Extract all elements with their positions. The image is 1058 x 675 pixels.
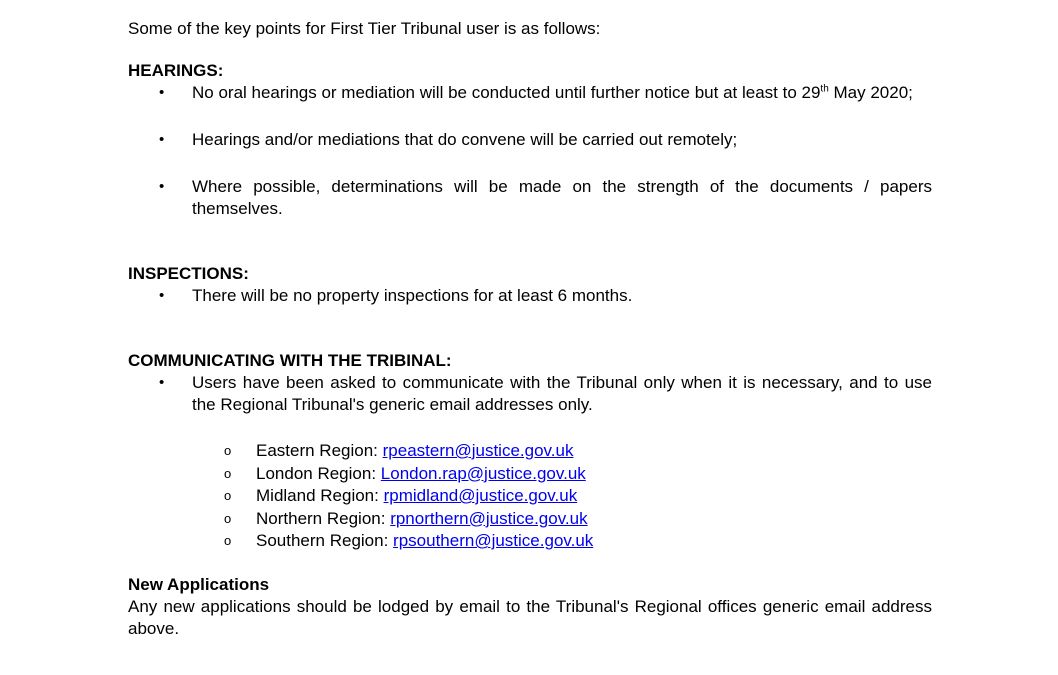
list-item (128, 129, 932, 151)
communicating-item-text: Users have been asked to communicate with the Tribunal only when it is necessary, and to use the Regional Tribunal's generic email addresses only. (192, 373, 932, 414)
document-page (128, 18, 932, 640)
email-link-southern[interactable]: rpsouthern@justice.gov.uk (393, 531, 594, 550)
email-link-northern[interactable]: rpnorthern@justice.gov.uk (390, 508, 588, 528)
email-link-eastern[interactable]: rpeastern@justice.gov.uk (382, 441, 574, 460)
inspections-list (128, 285, 932, 307)
hearings-list (128, 82, 932, 220)
region-item (128, 485, 932, 508)
inspections-heading: INSPECTIONS: (128, 264, 249, 283)
email-link-london[interactable]: London.rap@justice.gov.uk (380, 463, 586, 483)
bullet-icon: • (159, 131, 165, 148)
hearings-item-text: No oral hearings or mediation will be conducted until further notice but at least to 29 (192, 83, 821, 102)
new-applications-heading: New Applications (128, 574, 270, 594)
region-label: Midland Region: (256, 486, 384, 505)
circle-bullet-icon: o (224, 443, 232, 458)
hearings-item-text: Where possible, determinations will be made on the strength of the documents / papers themselves. (192, 177, 932, 218)
communicating-list (128, 372, 932, 416)
circle-bullet-icon: o (224, 488, 232, 503)
list-item (128, 372, 932, 416)
hearings-item-text-cont: May 2020; (828, 83, 913, 102)
email-link-midland[interactable]: rpmidland@justice.gov.uk (383, 486, 578, 505)
region-label: Southern Region: (256, 531, 394, 550)
region-item (128, 463, 932, 486)
circle-bullet-icon: o (224, 465, 232, 481)
region-item (128, 440, 932, 463)
new-applications-text: Any new applications should be lodged by email to the Tribunal's Regional offices generic email address above. (128, 596, 932, 638)
bullet-icon: • (159, 287, 165, 304)
region-label: Northern Region: (256, 508, 391, 528)
ordinal-suffix: th (820, 83, 829, 95)
list-item (128, 176, 932, 220)
hearings-item-text: Hearings and/or mediations that do convene will be carried out remotely; (192, 130, 738, 149)
region-email-list (128, 440, 932, 553)
region-label: Eastern Region: (256, 441, 383, 460)
list-item (128, 82, 932, 104)
region-item (128, 530, 932, 553)
intro-text: Some of the key points for First Tier Tribunal user is as follows: (128, 19, 601, 38)
circle-bullet-icon: o (224, 533, 232, 548)
hearings-heading: HEARINGS: (128, 61, 224, 80)
bullet-icon: • (159, 178, 165, 195)
list-item (128, 285, 932, 307)
circle-bullet-icon: o (224, 510, 232, 526)
region-item (128, 508, 932, 531)
inspections-item-text: There will be no property inspections for at least 6 months. (192, 286, 633, 305)
bullet-icon: • (159, 84, 165, 101)
bullet-icon: • (159, 374, 165, 391)
communicating-heading: COMMUNICATING WITH THE TRIBINAL: (128, 351, 452, 370)
region-label: London Region: (256, 463, 381, 483)
